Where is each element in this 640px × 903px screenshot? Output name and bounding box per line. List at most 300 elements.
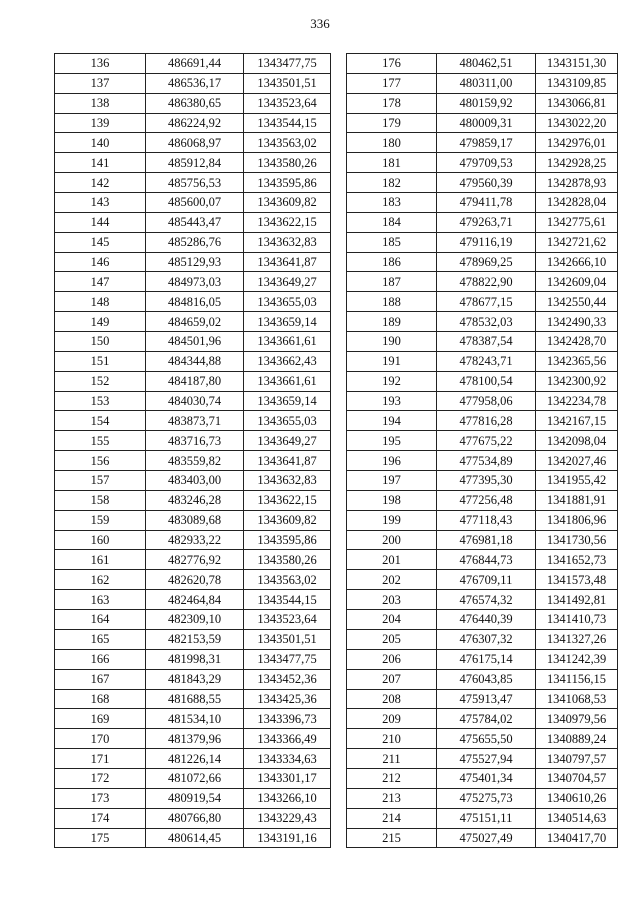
point-number-cell: 165 (55, 629, 146, 649)
table-row (55, 629, 331, 649)
point-number-cell: 213 (347, 788, 437, 808)
x-coordinate-cell: 479411,78 (437, 193, 536, 213)
coordinates-table-left (54, 53, 331, 848)
x-coordinate-cell: 485912,84 (146, 153, 244, 173)
point-number-cell: 161 (55, 550, 146, 570)
table-row (55, 193, 331, 213)
x-coordinate-cell: 476844,73 (437, 550, 536, 570)
table-row (55, 451, 331, 471)
x-coordinate-cell: 475027,49 (437, 828, 536, 848)
y-coordinate-cell: 1343501,51 (244, 73, 331, 93)
point-number-cell: 178 (347, 93, 437, 113)
point-number-cell: 207 (347, 669, 437, 689)
y-coordinate-cell: 1340797,57 (536, 749, 618, 769)
point-number-cell: 170 (55, 729, 146, 749)
table-row (347, 570, 618, 590)
x-coordinate-cell: 480159,92 (437, 93, 536, 113)
x-coordinate-cell: 483403,00 (146, 471, 244, 491)
point-number-cell: 153 (55, 391, 146, 411)
x-coordinate-cell: 485286,76 (146, 232, 244, 252)
table-row (55, 113, 331, 133)
table-row (55, 73, 331, 93)
y-coordinate-cell: 1343609,82 (244, 510, 331, 530)
point-number-cell: 200 (347, 530, 437, 550)
table-row (55, 530, 331, 550)
y-coordinate-cell: 1343649,27 (244, 272, 331, 292)
x-coordinate-cell: 476981,18 (437, 530, 536, 550)
point-number-cell: 152 (55, 371, 146, 391)
table-row (347, 54, 618, 74)
point-number-cell: 212 (347, 768, 437, 788)
y-coordinate-cell: 1343334,63 (244, 749, 331, 769)
point-number-cell: 194 (347, 411, 437, 431)
x-coordinate-cell: 477534,89 (437, 451, 536, 471)
y-coordinate-cell: 1341806,96 (536, 510, 618, 530)
point-number-cell: 168 (55, 689, 146, 709)
x-coordinate-cell: 481534,10 (146, 709, 244, 729)
point-number-cell: 190 (347, 332, 437, 352)
y-coordinate-cell: 1343622,15 (244, 212, 331, 232)
x-coordinate-cell: 480919,54 (146, 788, 244, 808)
x-coordinate-cell: 476440,39 (437, 610, 536, 630)
point-number-cell: 203 (347, 590, 437, 610)
y-coordinate-cell: 1343641,87 (244, 451, 331, 471)
table-row (55, 768, 331, 788)
table-row (347, 490, 618, 510)
point-number-cell: 177 (347, 73, 437, 93)
point-number-cell: 193 (347, 391, 437, 411)
y-coordinate-cell: 1340417,70 (536, 828, 618, 848)
y-coordinate-cell: 1343544,15 (244, 590, 331, 610)
x-coordinate-cell: 484816,05 (146, 292, 244, 312)
table-row (55, 173, 331, 193)
y-coordinate-cell: 1343655,03 (244, 292, 331, 312)
y-coordinate-cell: 1342098,04 (536, 431, 618, 451)
x-coordinate-cell: 482933,22 (146, 530, 244, 550)
table-row (347, 629, 618, 649)
table-row (55, 828, 331, 848)
x-coordinate-cell: 484344,88 (146, 351, 244, 371)
y-coordinate-cell: 1343661,61 (244, 332, 331, 352)
x-coordinate-cell: 481998,31 (146, 649, 244, 669)
table-row (55, 371, 331, 391)
point-number-cell: 210 (347, 729, 437, 749)
table-row (55, 669, 331, 689)
x-coordinate-cell: 477256,48 (437, 490, 536, 510)
point-number-cell: 155 (55, 431, 146, 451)
table-row (347, 232, 618, 252)
y-coordinate-cell: 1343191,16 (244, 828, 331, 848)
x-coordinate-cell: 481226,14 (146, 749, 244, 769)
x-coordinate-cell: 483246,28 (146, 490, 244, 510)
x-coordinate-cell: 475784,02 (437, 709, 536, 729)
x-coordinate-cell: 479263,71 (437, 212, 536, 232)
point-number-cell: 201 (347, 550, 437, 570)
y-coordinate-cell: 1343563,02 (244, 133, 331, 153)
y-coordinate-cell: 1342300,92 (536, 371, 618, 391)
point-number-cell: 142 (55, 173, 146, 193)
table-row (347, 669, 618, 689)
y-coordinate-cell: 1343523,64 (244, 93, 331, 113)
point-number-cell: 148 (55, 292, 146, 312)
x-coordinate-cell: 484659,02 (146, 312, 244, 332)
x-coordinate-cell: 484187,80 (146, 371, 244, 391)
coordinates-table-right (346, 53, 618, 848)
x-coordinate-cell: 481072,66 (146, 768, 244, 788)
x-coordinate-cell: 485129,93 (146, 252, 244, 272)
x-coordinate-cell: 486691,44 (146, 54, 244, 74)
y-coordinate-cell: 1343425,36 (244, 689, 331, 709)
y-coordinate-cell: 1343022,20 (536, 113, 618, 133)
x-coordinate-cell: 484030,74 (146, 391, 244, 411)
table-row (55, 550, 331, 570)
x-coordinate-cell: 475151,11 (437, 808, 536, 828)
y-coordinate-cell: 1343366,49 (244, 729, 331, 749)
x-coordinate-cell: 478969,25 (437, 252, 536, 272)
x-coordinate-cell: 476709,11 (437, 570, 536, 590)
point-number-cell: 197 (347, 471, 437, 491)
point-number-cell: 205 (347, 629, 437, 649)
x-coordinate-cell: 486536,17 (146, 73, 244, 93)
table-row (55, 749, 331, 769)
x-coordinate-cell: 486224,92 (146, 113, 244, 133)
x-coordinate-cell: 485443,47 (146, 212, 244, 232)
x-coordinate-cell: 482620,78 (146, 570, 244, 590)
y-coordinate-cell: 1342167,15 (536, 411, 618, 431)
y-coordinate-cell: 1343641,87 (244, 252, 331, 272)
y-coordinate-cell: 1342928,25 (536, 153, 618, 173)
table-row (347, 292, 618, 312)
point-number-cell: 183 (347, 193, 437, 213)
table-row (55, 212, 331, 232)
table-row (347, 351, 618, 371)
table-row (55, 133, 331, 153)
table-row (55, 570, 331, 590)
table-row (347, 133, 618, 153)
y-coordinate-cell: 1343544,15 (244, 113, 331, 133)
point-number-cell: 180 (347, 133, 437, 153)
point-number-cell: 191 (347, 351, 437, 371)
point-number-cell: 156 (55, 451, 146, 471)
point-number-cell: 179 (347, 113, 437, 133)
y-coordinate-cell: 1343452,36 (244, 669, 331, 689)
table-row (347, 272, 618, 292)
point-number-cell: 163 (55, 590, 146, 610)
point-number-cell: 189 (347, 312, 437, 332)
table-row (55, 788, 331, 808)
x-coordinate-cell: 483559,82 (146, 451, 244, 471)
table-row (347, 193, 618, 213)
y-coordinate-cell: 1341881,91 (536, 490, 618, 510)
table-row (347, 550, 618, 570)
x-coordinate-cell: 476307,32 (437, 629, 536, 649)
table-row (347, 332, 618, 352)
point-number-cell: 137 (55, 73, 146, 93)
table-row (55, 510, 331, 530)
x-coordinate-cell: 480462,51 (437, 54, 536, 74)
y-coordinate-cell: 1341492,81 (536, 590, 618, 610)
x-coordinate-cell: 477675,22 (437, 431, 536, 451)
point-number-cell: 192 (347, 371, 437, 391)
point-number-cell: 144 (55, 212, 146, 232)
point-number-cell: 208 (347, 689, 437, 709)
table-row (347, 153, 618, 173)
y-coordinate-cell: 1343622,15 (244, 490, 331, 510)
table-row (55, 332, 331, 352)
table-row (347, 431, 618, 451)
y-coordinate-cell: 1342721,62 (536, 232, 618, 252)
table-row (347, 371, 618, 391)
x-coordinate-cell: 478387,54 (437, 332, 536, 352)
table-row (55, 808, 331, 828)
point-number-cell: 150 (55, 332, 146, 352)
y-coordinate-cell: 1342828,04 (536, 193, 618, 213)
table-row (347, 689, 618, 709)
table-row (55, 411, 331, 431)
x-coordinate-cell: 475913,47 (437, 689, 536, 709)
x-coordinate-cell: 478822,90 (437, 272, 536, 292)
x-coordinate-cell: 484501,96 (146, 332, 244, 352)
y-coordinate-cell: 1340514,63 (536, 808, 618, 828)
table-row (347, 73, 618, 93)
x-coordinate-cell: 484973,03 (146, 272, 244, 292)
point-number-cell: 139 (55, 113, 146, 133)
point-number-cell: 138 (55, 93, 146, 113)
point-number-cell: 188 (347, 292, 437, 312)
table-row (55, 649, 331, 669)
y-coordinate-cell: 1341242,39 (536, 649, 618, 669)
y-coordinate-cell: 1341955,42 (536, 471, 618, 491)
point-number-cell: 214 (347, 808, 437, 828)
y-coordinate-cell: 1343266,10 (244, 788, 331, 808)
table-row (55, 232, 331, 252)
point-number-cell: 143 (55, 193, 146, 213)
x-coordinate-cell: 481843,29 (146, 669, 244, 689)
x-coordinate-cell: 480766,80 (146, 808, 244, 828)
table-row (347, 610, 618, 630)
table-row (55, 252, 331, 272)
table-row (55, 431, 331, 451)
x-coordinate-cell: 475275,73 (437, 788, 536, 808)
x-coordinate-cell: 485756,53 (146, 173, 244, 193)
point-number-cell: 173 (55, 788, 146, 808)
table-row (347, 312, 618, 332)
x-coordinate-cell: 477118,43 (437, 510, 536, 530)
table-row (347, 808, 618, 828)
point-number-cell: 185 (347, 232, 437, 252)
y-coordinate-cell: 1343649,27 (244, 431, 331, 451)
y-coordinate-cell: 1343659,14 (244, 312, 331, 332)
y-coordinate-cell: 1343151,30 (536, 54, 618, 74)
point-number-cell: 187 (347, 272, 437, 292)
table-row (55, 689, 331, 709)
y-coordinate-cell: 1342365,56 (536, 351, 618, 371)
table-row (347, 471, 618, 491)
table-row (347, 649, 618, 669)
table-row (55, 153, 331, 173)
x-coordinate-cell: 477958,06 (437, 391, 536, 411)
y-coordinate-cell: 1341730,56 (536, 530, 618, 550)
table-row (347, 788, 618, 808)
point-number-cell: 215 (347, 828, 437, 848)
point-number-cell: 159 (55, 510, 146, 530)
y-coordinate-cell: 1342878,93 (536, 173, 618, 193)
point-number-cell: 176 (347, 54, 437, 74)
point-number-cell: 154 (55, 411, 146, 431)
point-number-cell: 204 (347, 610, 437, 630)
x-coordinate-cell: 485600,07 (146, 193, 244, 213)
x-coordinate-cell: 479560,39 (437, 173, 536, 193)
y-coordinate-cell: 1343501,51 (244, 629, 331, 649)
point-number-cell: 209 (347, 709, 437, 729)
y-coordinate-cell: 1342550,44 (536, 292, 618, 312)
point-number-cell: 167 (55, 669, 146, 689)
table-row (55, 351, 331, 371)
point-number-cell: 202 (347, 570, 437, 590)
y-coordinate-cell: 1343477,75 (244, 54, 331, 74)
x-coordinate-cell: 478677,15 (437, 292, 536, 312)
table-row (55, 312, 331, 332)
x-coordinate-cell: 475527,94 (437, 749, 536, 769)
y-coordinate-cell: 1343632,83 (244, 471, 331, 491)
point-number-cell: 147 (55, 272, 146, 292)
x-coordinate-cell: 478532,03 (437, 312, 536, 332)
table-row (55, 590, 331, 610)
y-coordinate-cell: 1340889,24 (536, 729, 618, 749)
point-number-cell: 169 (55, 709, 146, 729)
point-number-cell: 162 (55, 570, 146, 590)
point-number-cell: 199 (347, 510, 437, 530)
y-coordinate-cell: 1343659,14 (244, 391, 331, 411)
y-coordinate-cell: 1341652,73 (536, 550, 618, 570)
point-number-cell: 136 (55, 54, 146, 74)
point-number-cell: 149 (55, 312, 146, 332)
x-coordinate-cell: 478100,54 (437, 371, 536, 391)
table-row (55, 93, 331, 113)
x-coordinate-cell: 479116,19 (437, 232, 536, 252)
table-row (347, 768, 618, 788)
x-coordinate-cell: 486068,97 (146, 133, 244, 153)
table-row (347, 729, 618, 749)
point-number-cell: 145 (55, 232, 146, 252)
x-coordinate-cell: 475655,50 (437, 729, 536, 749)
point-number-cell: 151 (55, 351, 146, 371)
point-number-cell: 175 (55, 828, 146, 848)
y-coordinate-cell: 1342666,10 (536, 252, 618, 272)
x-coordinate-cell: 482309,10 (146, 610, 244, 630)
table-row (347, 510, 618, 530)
table-row (347, 530, 618, 550)
y-coordinate-cell: 1343066,81 (536, 93, 618, 113)
y-coordinate-cell: 1343109,85 (536, 73, 618, 93)
x-coordinate-cell: 486380,65 (146, 93, 244, 113)
table-row (55, 292, 331, 312)
point-number-cell: 174 (55, 808, 146, 828)
point-number-cell: 171 (55, 749, 146, 769)
point-number-cell: 141 (55, 153, 146, 173)
y-coordinate-cell: 1341573,48 (536, 570, 618, 590)
x-coordinate-cell: 476574,32 (437, 590, 536, 610)
point-number-cell: 211 (347, 749, 437, 769)
x-coordinate-cell: 477395,30 (437, 471, 536, 491)
y-coordinate-cell: 1343632,83 (244, 232, 331, 252)
table-row (55, 729, 331, 749)
y-coordinate-cell: 1343477,75 (244, 649, 331, 669)
y-coordinate-cell: 1343661,61 (244, 371, 331, 391)
table-row (55, 709, 331, 729)
point-number-cell: 196 (347, 451, 437, 471)
y-coordinate-cell: 1343301,17 (244, 768, 331, 788)
x-coordinate-cell: 480614,45 (146, 828, 244, 848)
x-coordinate-cell: 481379,96 (146, 729, 244, 749)
y-coordinate-cell: 1343662,43 (244, 351, 331, 371)
point-number-cell: 160 (55, 530, 146, 550)
y-coordinate-cell: 1342027,46 (536, 451, 618, 471)
point-number-cell: 198 (347, 490, 437, 510)
y-coordinate-cell: 1343580,26 (244, 153, 331, 173)
point-number-cell: 181 (347, 153, 437, 173)
y-coordinate-cell: 1343609,82 (244, 193, 331, 213)
page-number: 336 (310, 16, 330, 31)
x-coordinate-cell: 478243,71 (437, 351, 536, 371)
table-row (347, 93, 618, 113)
x-coordinate-cell: 480311,00 (437, 73, 536, 93)
y-coordinate-cell: 1341156,15 (536, 669, 618, 689)
x-coordinate-cell: 482153,59 (146, 629, 244, 649)
table-row (347, 391, 618, 411)
table-row (347, 113, 618, 133)
x-coordinate-cell: 479859,17 (437, 133, 536, 153)
point-number-cell: 184 (347, 212, 437, 232)
point-number-cell: 140 (55, 133, 146, 153)
table-row (347, 749, 618, 769)
y-coordinate-cell: 1341068,53 (536, 689, 618, 709)
y-coordinate-cell: 1343580,26 (244, 550, 331, 570)
table-row (347, 590, 618, 610)
x-coordinate-cell: 481688,55 (146, 689, 244, 709)
y-coordinate-cell: 1342976,01 (536, 133, 618, 153)
table-row (55, 391, 331, 411)
table-row (55, 610, 331, 630)
y-coordinate-cell: 1343595,86 (244, 173, 331, 193)
y-coordinate-cell: 1342428,70 (536, 332, 618, 352)
x-coordinate-cell: 479709,53 (437, 153, 536, 173)
y-coordinate-cell: 1343523,64 (244, 610, 331, 630)
x-coordinate-cell: 480009,31 (437, 113, 536, 133)
point-number-cell: 206 (347, 649, 437, 669)
y-coordinate-cell: 1343396,73 (244, 709, 331, 729)
point-number-cell: 164 (55, 610, 146, 630)
table-row (55, 490, 331, 510)
point-number-cell: 158 (55, 490, 146, 510)
y-coordinate-cell: 1343595,86 (244, 530, 331, 550)
y-coordinate-cell: 1343655,03 (244, 411, 331, 431)
y-coordinate-cell: 1341327,26 (536, 629, 618, 649)
y-coordinate-cell: 1341410,73 (536, 610, 618, 630)
table-row (55, 54, 331, 74)
point-number-cell: 186 (347, 252, 437, 272)
point-number-cell: 166 (55, 649, 146, 669)
table-row (347, 252, 618, 272)
y-coordinate-cell: 1340979,56 (536, 709, 618, 729)
x-coordinate-cell: 482464,84 (146, 590, 244, 610)
table-row (347, 451, 618, 471)
x-coordinate-cell: 483873,71 (146, 411, 244, 431)
x-coordinate-cell: 477816,28 (437, 411, 536, 431)
x-coordinate-cell: 475401,34 (437, 768, 536, 788)
x-coordinate-cell: 483716,73 (146, 431, 244, 451)
x-coordinate-cell: 476175,14 (437, 649, 536, 669)
